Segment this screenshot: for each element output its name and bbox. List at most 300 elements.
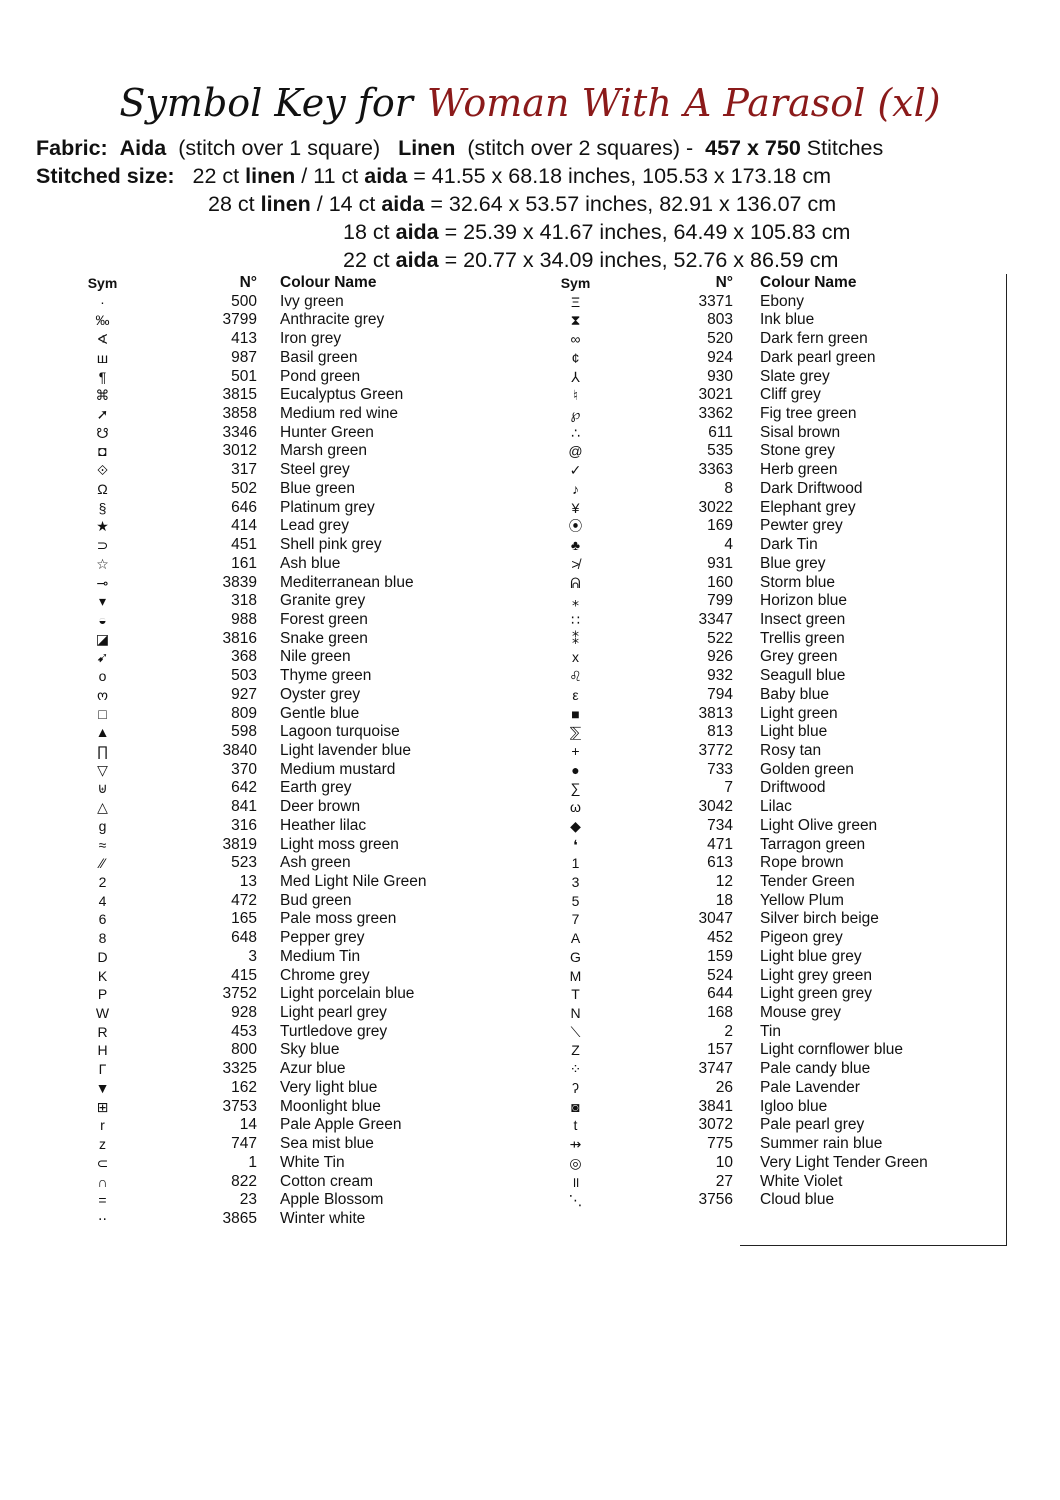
colour-name-cell: Yellow Plum bbox=[760, 891, 844, 909]
header-colour-name: Colour Name bbox=[760, 274, 857, 291]
number-cell: 165 bbox=[231, 910, 257, 928]
number-cell: 3858 bbox=[222, 405, 257, 423]
colour-name-cell: Azur blue bbox=[280, 1060, 346, 1078]
number-cell: 3841 bbox=[698, 1097, 733, 1115]
stitch-count: 457 x 750 bbox=[705, 136, 801, 160]
symbol-cell: M bbox=[569, 967, 582, 984]
table-border-right bbox=[1006, 274, 1007, 1246]
number-cell: 414 bbox=[231, 517, 257, 535]
colour-name-cell: Heather lilac bbox=[280, 816, 367, 834]
table-row bbox=[60, 648, 510, 667]
colour-name-cell: Marsh green bbox=[280, 442, 368, 460]
symbol-cell: ★ bbox=[96, 518, 109, 535]
number-cell: 930 bbox=[707, 367, 733, 385]
symbol-cell: t bbox=[573, 1117, 578, 1134]
symbol-cell: ⊃ bbox=[96, 537, 109, 554]
colour-name-cell: Rope brown bbox=[760, 854, 844, 872]
symbol-cell: ⟍ bbox=[570, 1023, 581, 1040]
colour-name-cell: Pale Apple Green bbox=[280, 1116, 402, 1134]
number-cell: 472 bbox=[231, 891, 257, 909]
number-cell: 7 bbox=[724, 779, 733, 797]
size-count-alt: / 14 ct bbox=[316, 192, 376, 216]
colour-name-cell: Dark Tin bbox=[760, 536, 818, 554]
size-dimensions: = 20.77 x 34.09 inches, 52.76 x 86.59 cm bbox=[444, 248, 839, 272]
colour-name-cell: Stone grey bbox=[760, 442, 835, 460]
symbol-cell: ◙ bbox=[571, 1098, 580, 1115]
symbol-table-left bbox=[60, 274, 510, 1229]
stitches-word: Stitches bbox=[806, 136, 884, 160]
number-cell: 813 bbox=[707, 723, 733, 741]
number-cell: 23 bbox=[239, 1191, 257, 1209]
symbol-cell: § bbox=[98, 499, 107, 516]
table-row bbox=[60, 723, 510, 742]
colour-name-cell: Anthracite grey bbox=[280, 311, 385, 329]
number-cell: 932 bbox=[707, 667, 733, 685]
colour-name-cell: Golden green bbox=[760, 760, 854, 778]
symbol-cell: ♣ bbox=[570, 537, 581, 554]
colour-name-cell: Pale pearl grey bbox=[760, 1116, 865, 1134]
table-row bbox=[60, 1004, 510, 1023]
table-row bbox=[60, 686, 510, 705]
colour-name-cell: Light green grey bbox=[760, 985, 873, 1003]
table-row bbox=[60, 705, 510, 724]
number-cell: 3362 bbox=[698, 405, 733, 423]
colour-name-cell: Winter white bbox=[280, 1209, 366, 1227]
table-row bbox=[60, 424, 510, 443]
table-row bbox=[533, 536, 973, 555]
number-cell: 453 bbox=[231, 1022, 257, 1040]
table-row bbox=[60, 1154, 510, 1173]
table-row bbox=[533, 1060, 973, 1079]
colour-name-cell: Cloud blue bbox=[760, 1191, 835, 1209]
number-cell: 809 bbox=[231, 704, 257, 722]
size-dimensions: = 41.55 x 68.18 inches, 105.53 x 173.18 cm bbox=[413, 164, 831, 188]
number-cell: 501 bbox=[231, 367, 257, 385]
number-cell: 3813 bbox=[698, 704, 733, 722]
size-count: 18 ct bbox=[343, 220, 390, 244]
number-cell: 747 bbox=[231, 1135, 257, 1153]
size-count: 28 ct bbox=[208, 192, 255, 216]
symbol-cell: ≯ bbox=[571, 555, 580, 572]
colour-name-cell: Insect green bbox=[760, 610, 846, 628]
colour-name-cell: Earth grey bbox=[280, 779, 352, 797]
table-border-bottom bbox=[740, 1245, 1007, 1246]
table-row bbox=[533, 592, 973, 611]
symbol-cell: ♌ bbox=[569, 668, 582, 685]
stitched-size-label: Stitched size: bbox=[36, 164, 175, 188]
colour-name-cell: Light blue grey bbox=[760, 947, 862, 965]
number-cell: 3839 bbox=[222, 573, 257, 591]
table-row bbox=[60, 667, 510, 686]
table-row bbox=[533, 1154, 973, 1173]
symbol-cell: o bbox=[98, 668, 107, 685]
number-cell: 3752 bbox=[222, 985, 257, 1003]
symbol-cell: ∴ bbox=[571, 424, 580, 441]
table-row bbox=[533, 424, 973, 443]
number-cell: 502 bbox=[231, 479, 257, 497]
table-row bbox=[533, 686, 973, 705]
colour-name-cell: Ivy green bbox=[280, 292, 344, 310]
page-title bbox=[0, 78, 1060, 128]
colour-name-cell: Turtledove grey bbox=[280, 1022, 388, 1040]
symbol-cell: g bbox=[98, 817, 107, 834]
table-row bbox=[533, 1173, 973, 1192]
number-cell: 613 bbox=[707, 854, 733, 872]
table-row bbox=[533, 1023, 973, 1042]
symbol-cell: ➹ bbox=[96, 649, 109, 666]
symbol-cell: ∑ bbox=[570, 780, 581, 797]
table-row bbox=[60, 311, 510, 330]
symbol-cell: 6 bbox=[98, 911, 107, 928]
colour-name-cell: Granite grey bbox=[280, 592, 366, 610]
table-row bbox=[60, 1079, 510, 1098]
table-row bbox=[60, 948, 510, 967]
symbol-cell: ш bbox=[96, 349, 109, 366]
table-row bbox=[60, 517, 510, 536]
colour-name-cell: Grey green bbox=[760, 648, 838, 666]
number-cell: 14 bbox=[239, 1116, 257, 1134]
colour-name-cell: Storm blue bbox=[760, 573, 835, 591]
table-row bbox=[60, 499, 510, 518]
colour-name-cell: Silver birch beige bbox=[760, 910, 879, 928]
number-cell: 794 bbox=[707, 685, 733, 703]
symbol-cell: ‰ bbox=[95, 312, 110, 329]
table-row bbox=[60, 442, 510, 461]
table-row bbox=[60, 873, 510, 892]
table-row bbox=[533, 349, 973, 368]
colour-name-cell: White Violet bbox=[760, 1172, 843, 1190]
symbol-cell: z bbox=[99, 1136, 106, 1153]
header-number: N° bbox=[239, 274, 257, 291]
colour-name-cell: Light porcelain blue bbox=[280, 985, 415, 1003]
table-row bbox=[60, 761, 510, 780]
number-cell: 841 bbox=[231, 798, 257, 816]
table-row bbox=[60, 630, 510, 649]
colour-name-cell: Baby blue bbox=[760, 685, 829, 703]
table-row bbox=[60, 967, 510, 986]
colour-name-cell: Ash blue bbox=[280, 554, 341, 572]
colour-name-cell: Pale Lavender bbox=[760, 1078, 860, 1096]
symbol-cell: G bbox=[570, 948, 581, 965]
table-row bbox=[533, 648, 973, 667]
size-dimensions: = 25.39 x 41.67 inches, 64.49 x 105.83 cm bbox=[444, 220, 851, 244]
number-cell: 471 bbox=[707, 835, 733, 853]
symbol-cell: ¥ bbox=[571, 499, 580, 516]
table-row bbox=[60, 854, 510, 873]
colour-name-cell: Tender Green bbox=[760, 873, 855, 890]
colour-name-cell: Lead grey bbox=[280, 517, 349, 535]
number-cell: 415 bbox=[231, 966, 257, 984]
title-prefix: Symbol Key for bbox=[119, 81, 413, 125]
table-row bbox=[60, 1098, 510, 1117]
aida-label: Aida bbox=[119, 136, 167, 160]
number-cell: 3799 bbox=[222, 311, 257, 329]
number-cell: 18 bbox=[715, 891, 733, 909]
table-row bbox=[533, 555, 973, 574]
table-row bbox=[533, 1079, 973, 1098]
colour-name-cell: Sea mist blue bbox=[280, 1135, 374, 1153]
colour-name-cell: Steel grey bbox=[280, 461, 350, 479]
number-cell: 452 bbox=[707, 929, 733, 947]
table-row bbox=[533, 499, 973, 518]
table-row bbox=[533, 705, 973, 724]
symbol-cell: ⟐ bbox=[96, 462, 109, 479]
colour-name-cell: Pond green bbox=[280, 367, 361, 385]
symbol-cell: A bbox=[570, 930, 581, 947]
number-cell: 3363 bbox=[698, 461, 733, 479]
symbol-cell: Ω bbox=[97, 480, 108, 497]
symbol-cell: 8 bbox=[98, 930, 107, 947]
colour-name-cell: White Tin bbox=[280, 1153, 345, 1171]
table-header bbox=[60, 274, 510, 293]
table-row bbox=[60, 836, 510, 855]
symbol-cell: Ξ bbox=[570, 293, 581, 310]
table-row bbox=[533, 836, 973, 855]
number-cell: 3347 bbox=[698, 610, 733, 628]
size-count-alt: / 11 ct bbox=[301, 164, 359, 188]
symbol-cell: ∩ bbox=[97, 1173, 108, 1190]
number-cell: 800 bbox=[231, 1041, 257, 1059]
number-cell: 26 bbox=[715, 1078, 733, 1096]
table-row bbox=[533, 480, 973, 499]
symbol-cell: ☋ bbox=[96, 424, 109, 441]
table-row bbox=[533, 311, 973, 330]
number-cell: 159 bbox=[707, 947, 733, 965]
colour-name-cell: Pale candy blue bbox=[760, 1060, 871, 1078]
symbol-cell: ¢ bbox=[571, 349, 580, 366]
number-cell: 3816 bbox=[222, 629, 257, 647]
table-row bbox=[60, 742, 510, 761]
table-row bbox=[533, 948, 973, 967]
number-cell: 3772 bbox=[698, 741, 733, 759]
table-row bbox=[533, 630, 973, 649]
number-cell: 503 bbox=[231, 667, 257, 685]
colour-name-cell: Ink blue bbox=[760, 311, 815, 329]
symbol-cell: ℘ bbox=[570, 406, 581, 423]
symbol-cell: ⁑ bbox=[572, 630, 579, 647]
number-cell: 317 bbox=[231, 461, 257, 479]
table-row bbox=[60, 611, 510, 630]
table-row bbox=[533, 1116, 973, 1135]
symbol-cell: R bbox=[97, 1023, 108, 1040]
table-row bbox=[533, 574, 973, 593]
number-cell: 522 bbox=[707, 629, 733, 647]
symbol-cell: ∷ bbox=[571, 611, 580, 628]
symbol-cell: ◆ bbox=[570, 817, 581, 834]
colour-name-cell: Platinum grey bbox=[280, 498, 375, 516]
colour-name-cell: Sky blue bbox=[280, 1041, 340, 1059]
colour-name-cell: Pewter grey bbox=[760, 517, 843, 535]
title-pattern-name: Woman With A Parasol (xl) bbox=[426, 81, 941, 125]
number-cell: 368 bbox=[231, 648, 257, 666]
number-cell: 611 bbox=[708, 423, 733, 441]
number-cell: 161 bbox=[231, 554, 257, 572]
stitched-size-line-4 bbox=[343, 246, 838, 274]
symbol-cell: 1 bbox=[571, 855, 580, 872]
colour-name-cell: Pepper grey bbox=[280, 929, 365, 947]
colour-name-cell: Rosy tan bbox=[760, 741, 822, 759]
table-row bbox=[60, 592, 510, 611]
symbol-cell: ⊸ bbox=[96, 574, 109, 591]
number-cell: 413 bbox=[231, 330, 257, 348]
size-count: 22 ct bbox=[192, 164, 240, 188]
table-row bbox=[533, 742, 973, 761]
symbol-cell: Γ bbox=[98, 1061, 107, 1078]
number-cell: 775 bbox=[707, 1135, 733, 1153]
colour-name-cell: Moonlight blue bbox=[280, 1097, 381, 1115]
colour-name-cell: Slate grey bbox=[760, 367, 830, 385]
colour-name-cell: Pigeon grey bbox=[760, 929, 843, 947]
table-body-left bbox=[60, 293, 510, 1229]
symbol-cell: ● bbox=[571, 761, 580, 778]
colour-name-cell: Mediterranean blue bbox=[280, 573, 414, 591]
number-cell: 799 bbox=[707, 592, 733, 610]
colour-name-cell: Light Olive green bbox=[760, 816, 878, 834]
symbol-cell: ■ bbox=[571, 705, 580, 722]
table-row bbox=[533, 611, 973, 630]
symbol-cell: K bbox=[97, 967, 108, 984]
table-row bbox=[60, 929, 510, 948]
colour-name-cell: Eucalyptus Green bbox=[280, 386, 404, 404]
symbol-cell: ≈ bbox=[98, 836, 107, 853]
symbol-cell: ⋅⋅ bbox=[98, 1210, 107, 1227]
table-row bbox=[60, 461, 510, 480]
symbol-cell: ω bbox=[570, 799, 581, 816]
number-cell: 931 bbox=[707, 554, 733, 572]
number-cell: 3747 bbox=[698, 1060, 733, 1078]
table-row bbox=[533, 985, 973, 1004]
colour-name-cell: Basil green bbox=[280, 348, 358, 366]
symbol-cell: ▲ bbox=[95, 724, 110, 741]
number-cell: 3819 bbox=[222, 835, 257, 853]
symbol-cell: ☆ bbox=[96, 555, 109, 572]
table-row bbox=[60, 817, 510, 836]
symbol-cell: ʔ bbox=[572, 1079, 579, 1096]
table-row bbox=[533, 517, 973, 536]
colour-name-cell: Light moss green bbox=[280, 835, 399, 853]
symbol-cell: ⊂ bbox=[96, 1154, 109, 1171]
table-row bbox=[533, 967, 973, 986]
colour-name-cell: Sisal brown bbox=[760, 423, 841, 441]
symbol-cell: ▽ bbox=[97, 761, 108, 778]
symbol-cell: ⇸ bbox=[569, 1136, 582, 1153]
symbol-cell: T bbox=[571, 986, 580, 1003]
table-body-right bbox=[533, 293, 973, 1210]
symbol-cell: 4 bbox=[98, 892, 107, 909]
table-row bbox=[533, 798, 973, 817]
colour-name-cell: Nile green bbox=[280, 648, 351, 666]
aida-note: (stitch over 1 square) bbox=[178, 136, 381, 160]
colour-name-cell: Blue grey bbox=[760, 554, 826, 572]
symbol-cell: + bbox=[571, 742, 580, 759]
number-cell: 3042 bbox=[698, 798, 733, 816]
symbol-cell: ∏ bbox=[96, 742, 109, 759]
table-row bbox=[60, 368, 510, 387]
colour-name-cell: Hunter Green bbox=[280, 423, 374, 441]
table-row bbox=[533, 873, 973, 892]
symbol-cell: ∞ bbox=[570, 331, 581, 348]
colour-name-cell: Oyster grey bbox=[280, 685, 361, 703]
colour-name-cell: Med Light Nile Green bbox=[280, 873, 427, 890]
symbol-cell: ო bbox=[96, 686, 108, 703]
symbol-cell: ✓ bbox=[569, 462, 582, 479]
colour-name-cell: Elephant grey bbox=[760, 498, 856, 516]
table-row bbox=[533, 779, 973, 798]
number-cell: 822 bbox=[231, 1172, 257, 1190]
symbol-cell: ▾ bbox=[98, 593, 107, 610]
symbol-cell: @ bbox=[568, 443, 583, 460]
table-row bbox=[533, 1041, 973, 1060]
header-sym: Sym bbox=[560, 275, 591, 291]
number-cell: 13 bbox=[239, 873, 257, 890]
size-linen: linen bbox=[260, 192, 311, 216]
symbol-cell: N bbox=[570, 1005, 581, 1022]
symbol-cell: P bbox=[97, 986, 108, 1003]
colour-name-cell: Very Light Tender Green bbox=[760, 1153, 928, 1171]
colour-name-cell: Medium Tin bbox=[280, 947, 361, 965]
symbol-cell: r bbox=[100, 1117, 105, 1134]
symbol-cell: ॥ bbox=[571, 1173, 580, 1190]
table-row bbox=[533, 1191, 973, 1210]
colour-name-cell: Forest green bbox=[280, 610, 368, 628]
symbol-cell: = bbox=[98, 1192, 107, 1209]
table-row bbox=[533, 368, 973, 387]
number-cell: 520 bbox=[707, 330, 733, 348]
number-cell: 8 bbox=[724, 479, 733, 497]
linen-label: Linen bbox=[398, 136, 456, 160]
symbol-table-right bbox=[533, 274, 973, 1210]
symbol-cell: 2 bbox=[98, 874, 107, 890]
number-cell: 3756 bbox=[698, 1191, 733, 1209]
number-cell: 524 bbox=[707, 966, 733, 984]
size-aida: aida bbox=[381, 192, 425, 216]
number-cell: 3072 bbox=[698, 1116, 733, 1134]
table-row bbox=[60, 386, 510, 405]
number-cell: 169 bbox=[707, 517, 733, 535]
table-row bbox=[60, 1210, 510, 1229]
table-row bbox=[533, 293, 973, 312]
number-cell: 10 bbox=[715, 1153, 733, 1171]
colour-name-cell: Chrome grey bbox=[280, 966, 370, 984]
symbol-cell: ⁘ bbox=[569, 1061, 582, 1078]
colour-name-cell: Ash green bbox=[280, 854, 351, 872]
colour-name-cell: Mouse grey bbox=[760, 1004, 841, 1022]
number-cell: 3815 bbox=[222, 386, 257, 404]
number-cell: 318 bbox=[231, 592, 257, 610]
symbol-cell: 7 bbox=[571, 911, 580, 928]
number-cell: 523 bbox=[231, 854, 257, 872]
colour-name-cell: Shell pink grey bbox=[280, 536, 382, 554]
table-row bbox=[60, 1060, 510, 1079]
table-row bbox=[533, 330, 973, 349]
symbol-cell: ⦿ bbox=[568, 518, 583, 535]
colour-name-cell: Apple Blossom bbox=[280, 1191, 384, 1209]
number-cell: 803 bbox=[707, 311, 733, 329]
colour-name-cell: Gentle blue bbox=[280, 704, 360, 722]
table-row bbox=[533, 667, 973, 686]
symbol-cell: ¶ bbox=[98, 368, 107, 385]
colour-name-cell: Cotton cream bbox=[280, 1172, 374, 1190]
table-row bbox=[533, 1004, 973, 1023]
colour-name-cell: Bud green bbox=[280, 891, 352, 909]
colour-name-cell: Dark fern green bbox=[760, 330, 868, 348]
number-cell: 928 bbox=[231, 1004, 257, 1022]
table-row bbox=[60, 1135, 510, 1154]
linen-note: (stitch over 2 squares) - bbox=[467, 136, 694, 160]
colour-name-cell: Snake green bbox=[280, 629, 368, 647]
number-cell: 1 bbox=[248, 1153, 257, 1171]
fabric-label: Fabric: bbox=[36, 136, 108, 160]
